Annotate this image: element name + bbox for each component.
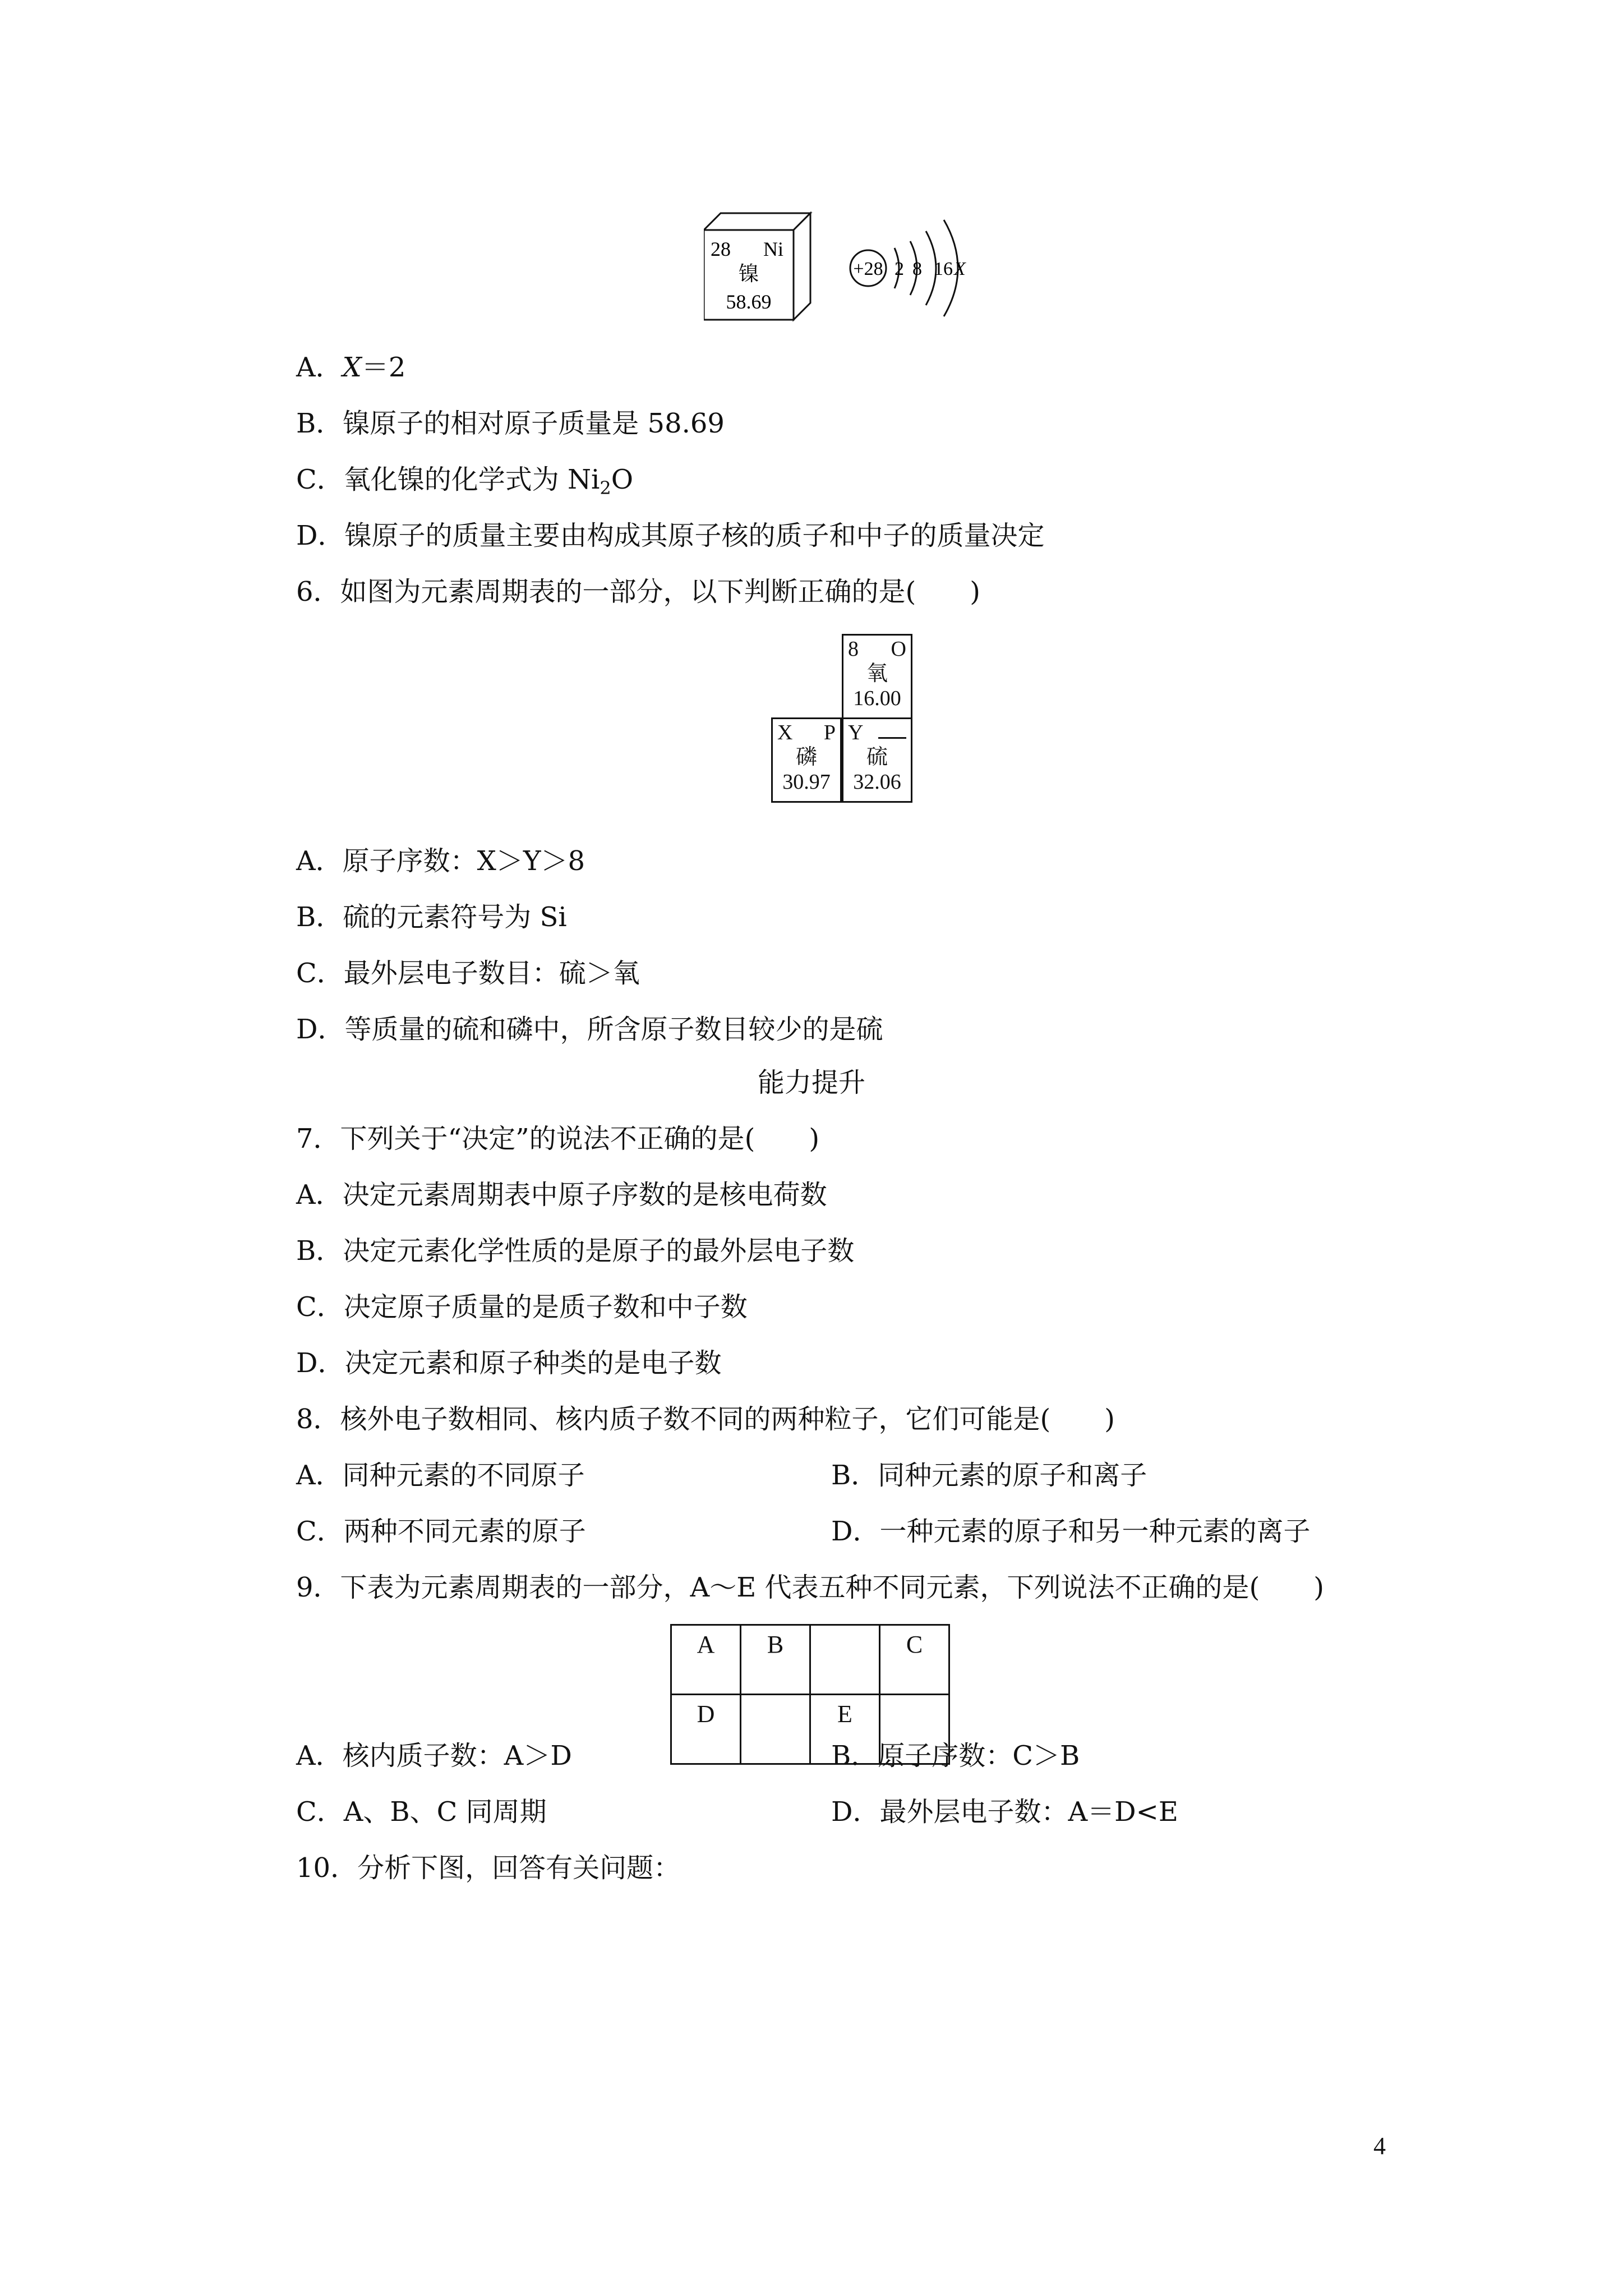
q8-option-c: C．两种不同元素的原子 bbox=[296, 1516, 586, 1547]
table-row bbox=[671, 1625, 949, 1695]
q9-option-a: A．核内质子数：A＞D bbox=[296, 1740, 572, 1772]
q5-option-d: D．镍原子的质量主要由构成其原子核的质子和中子的质量决定 bbox=[296, 520, 1045, 551]
q7-option-b: B．决定元素化学性质的是原子的最外层电子数 bbox=[296, 1235, 855, 1267]
q7-option-a: A．决定元素周期表中原子序数的是核电荷数 bbox=[296, 1179, 827, 1211]
ni-shell-1: 2 bbox=[895, 259, 904, 279]
oxygen-symbol: O bbox=[891, 637, 906, 661]
ni-name: 镍 bbox=[738, 263, 759, 286]
element-cell-sulfur bbox=[842, 717, 912, 803]
section-heading: 能力提升 bbox=[757, 1067, 865, 1098]
ni-shell-3: 16 bbox=[934, 259, 953, 279]
q5-option-a-var: X bbox=[342, 352, 362, 383]
ni-atomic-number: 28 bbox=[711, 238, 731, 260]
q7-option-c: C．决定原子质量的是质子数和中子数 bbox=[296, 1291, 748, 1323]
q5-option-b: B．镍原子的相对原子质量是 58.69 bbox=[296, 408, 725, 439]
q5-option-c-suffix: O bbox=[611, 464, 634, 495]
q5-option-c-prefix: C．氧化镍的化学式为 Ni bbox=[296, 464, 600, 495]
q5-option-c bbox=[296, 463, 633, 505]
q7-stem: 7．下列关于“决定”的说法不正确的是( ) bbox=[296, 1123, 820, 1154]
phosphorus-symbol: P bbox=[823, 721, 836, 744]
page-number: 4 bbox=[1373, 2132, 1386, 2160]
q5-option-c-subscript: 2 bbox=[600, 477, 611, 499]
table-cell bbox=[810, 1625, 880, 1695]
sulfur-number: Y bbox=[848, 721, 864, 744]
table-cell: B bbox=[741, 1625, 810, 1695]
oxygen-number: 8 bbox=[848, 637, 859, 661]
table-cell: D bbox=[671, 1695, 741, 1764]
q9-stem: 9．下表为元素周期表的一部分，A～E 代表五种不同元素，下列说法不正确的是( ) bbox=[296, 1572, 1324, 1603]
sulfur-name: 硫 bbox=[866, 746, 888, 769]
ni-shell-4: X bbox=[954, 259, 966, 279]
element-cell-phosphorus bbox=[771, 717, 842, 803]
phosphorus-number: X bbox=[777, 721, 793, 744]
ni-mass: 58.69 bbox=[726, 291, 772, 313]
phosphorus-name: 磷 bbox=[795, 746, 817, 769]
q6-option-c: C．最外层电子数目：硫＞氧 bbox=[296, 958, 640, 989]
nickel-element-figure bbox=[704, 196, 1018, 337]
table-cell: E bbox=[810, 1695, 880, 1764]
q9-option-c: C．A、B、C 同周期 bbox=[296, 1796, 547, 1828]
ni-shell-2: 8 bbox=[912, 259, 922, 279]
sulfur-mass: 32.06 bbox=[853, 770, 901, 794]
q8-option-d: D．一种元素的原子和另一种元素的离子 bbox=[831, 1516, 1311, 1547]
ni-symbol: Ni bbox=[763, 238, 783, 260]
q5-option-a-prefix: A． bbox=[296, 352, 343, 383]
periodic-table-fragment bbox=[771, 634, 928, 813]
q6-option-d: D．等质量的硫和磷中，所含原子数目较少的是硫 bbox=[296, 1014, 883, 1045]
table-cell: C bbox=[880, 1625, 949, 1695]
q7-option-d: D．决定元素和原子种类的是电子数 bbox=[296, 1347, 722, 1379]
q5-option-a bbox=[296, 351, 405, 384]
q6-option-b: B．硫的元素符号为 Si bbox=[296, 901, 567, 933]
table-cell: A bbox=[671, 1625, 741, 1695]
q6-stem: 6．如图为元素周期表的一部分，以下判断正确的是( ) bbox=[296, 576, 980, 608]
q9-option-d: D．最外层电子数：A＝D<E bbox=[831, 1796, 1178, 1828]
q9-option-b: B．原子序数：C＞B bbox=[831, 1740, 1080, 1772]
q10-stem: 10．分析下图，回答有关问题： bbox=[296, 1852, 681, 1884]
q6-option-a: A．原子序数：X＞Y＞8 bbox=[296, 845, 585, 877]
oxygen-mass: 16.00 bbox=[853, 687, 901, 710]
table-cell bbox=[741, 1695, 810, 1764]
sulfur-symbol-blank bbox=[878, 720, 906, 739]
element-cell-oxygen bbox=[842, 634, 912, 719]
phosphorus-mass: 30.97 bbox=[782, 770, 831, 794]
q8-option-b: B．同种元素的原子和离子 bbox=[831, 1460, 1147, 1491]
oxygen-name: 氧 bbox=[866, 662, 888, 685]
q5-option-a-suffix: ＝2 bbox=[361, 352, 406, 383]
q8-option-a: A．同种元素的不同原子 bbox=[296, 1460, 585, 1491]
q8-stem: 8．核外电子数相同、核内质子数不同的两种粒子，它们可能是( ) bbox=[296, 1404, 1115, 1435]
ni-nucleus-charge: +28 bbox=[853, 259, 883, 279]
